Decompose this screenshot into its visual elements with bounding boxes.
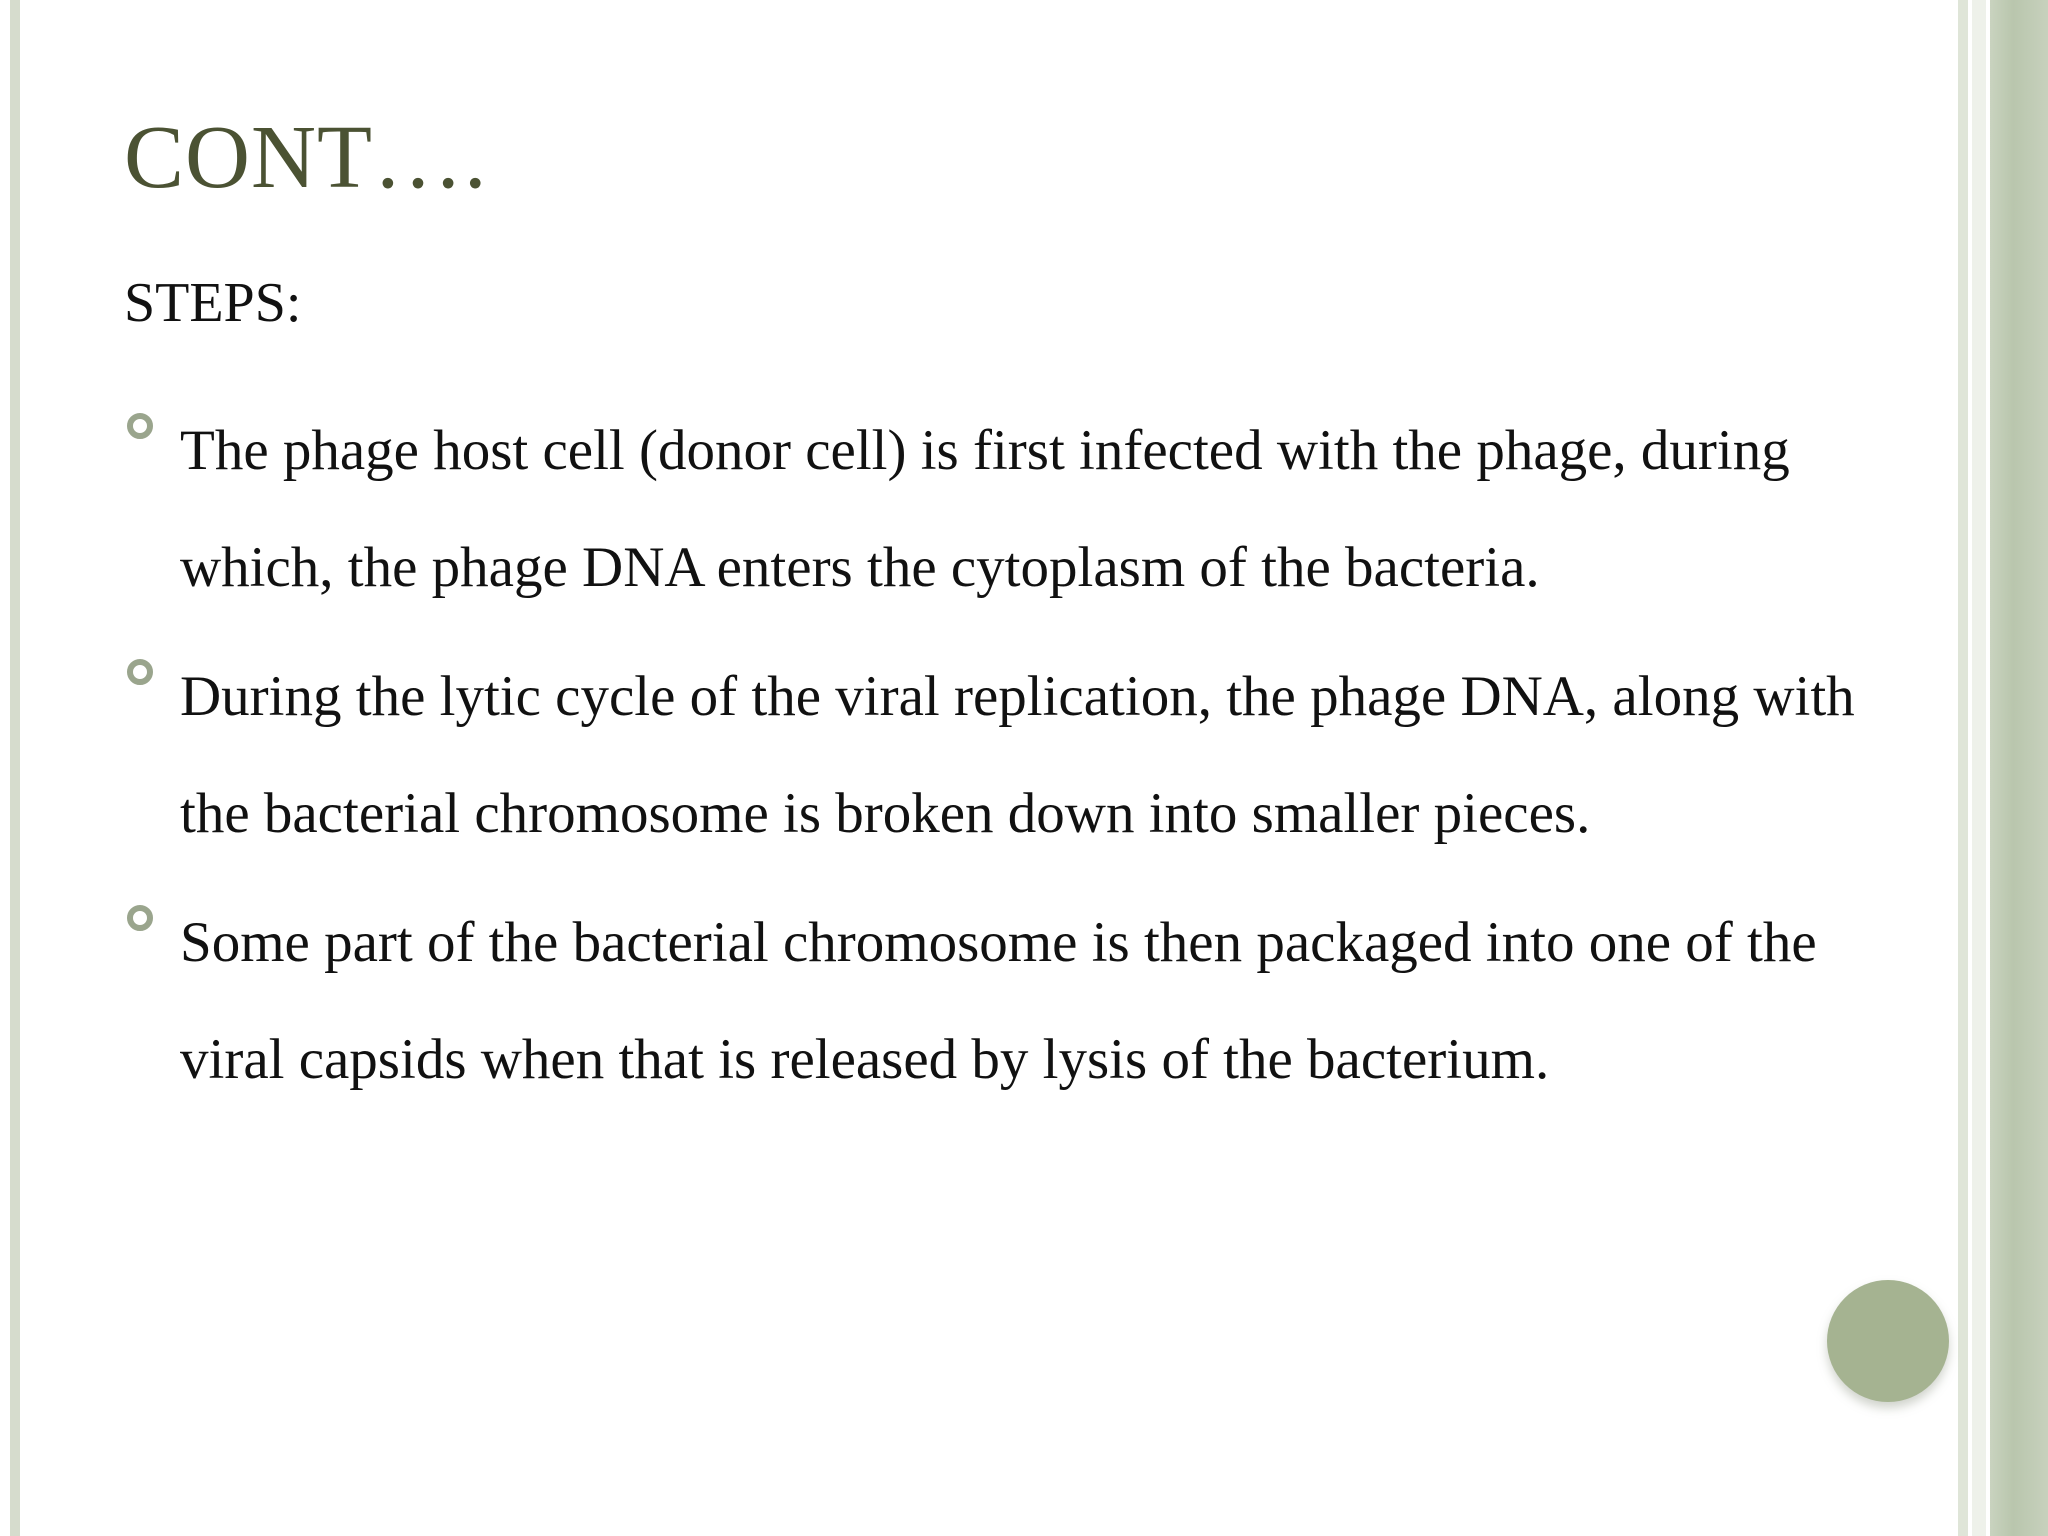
bullet-text: The phage host cell (donor cell) is first infected with the phage, during which, the phage DNA enters the cytoplasm of the bacteria.: [180, 419, 1790, 599]
hollow-circle-bullet-icon: [127, 659, 153, 685]
steps-heading: STEPS:: [124, 272, 302, 334]
bullet-item-1: [124, 392, 1924, 626]
decorative-circle: [1827, 1280, 1949, 1402]
right-stripe-light: [1972, 0, 1986, 1536]
bullet-item-2: [124, 638, 1924, 872]
bullet-text: During the lytic cycle of the viral replication, the phage DNA, along with the bacterial chromosome is broken down into smaller pieces.: [180, 665, 1855, 845]
bullet-item-3: [124, 884, 1924, 1118]
right-stripe-thin: [1958, 0, 1968, 1536]
bullet-list: [124, 392, 1924, 1130]
bullet-text: Some part of the bacterial chromosome is then packaged into one of the viral capsids when that is released by lysis of the bacterium.: [180, 911, 1817, 1091]
slide-title: CONT….: [124, 108, 488, 207]
right-stripe-wide: [1990, 0, 2048, 1536]
hollow-circle-bullet-icon: [127, 413, 153, 439]
hollow-circle-bullet-icon: [127, 905, 153, 931]
left-border-strip: [10, 0, 20, 1536]
